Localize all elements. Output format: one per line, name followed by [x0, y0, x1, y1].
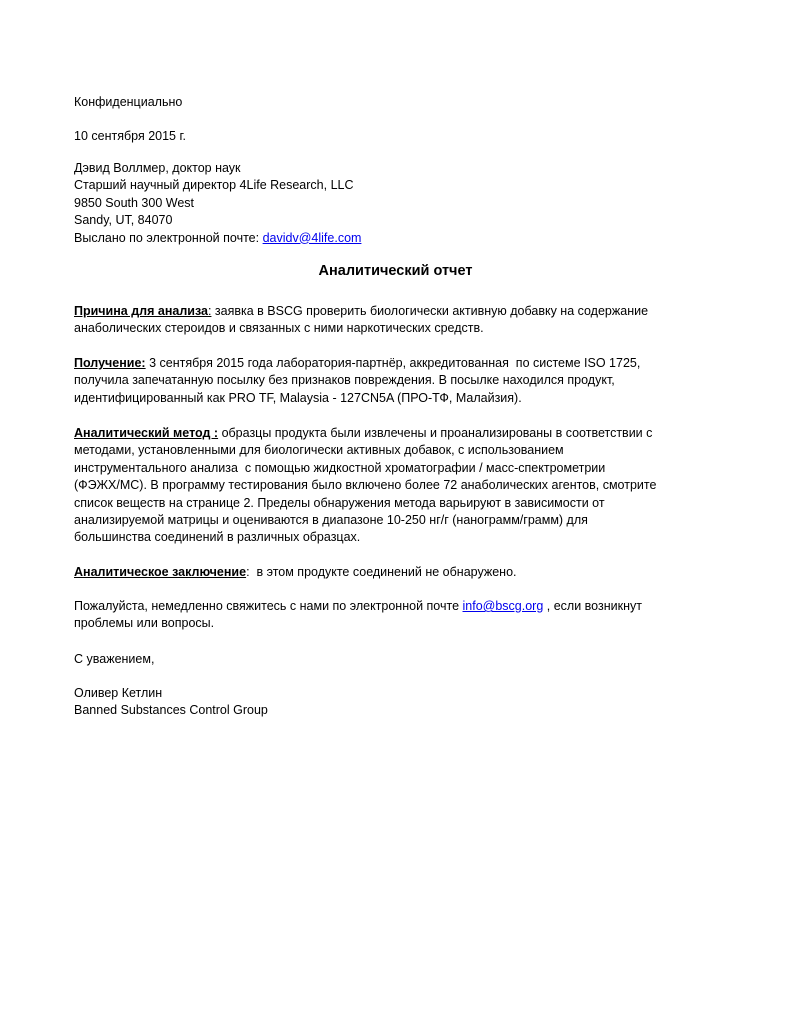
receipt-label: Получение:	[74, 356, 146, 370]
conclusion-label: Аналитическое заключение	[74, 565, 247, 579]
method-text-3: инструментального анализа с помощью жидкостной хроматографии / масс-спектрометрии	[74, 460, 606, 475]
confidential-label	[74, 94, 724, 111]
method-text-6: анализируемой матрицы и оцениваются в диапазоне 10-250 нг/г (нанограмм/грамм) для	[74, 513, 588, 528]
method-label: Аналитический метод :	[74, 426, 219, 440]
conclusion-paragraph	[74, 564, 724, 581]
reason-text-1: заявка в BSCG проверить биологически активную добавку на содержание	[211, 304, 649, 318]
signer-organization: Banned Substances Control Group	[74, 703, 268, 718]
reason-label: Причина для анализа	[74, 304, 208, 318]
contact-line-1	[74, 598, 724, 615]
contact-paragraph	[74, 598, 724, 633]
receipt-text-2: получила запечатанную посылку без признаков повреждения. В посылке находился продукт,	[74, 373, 615, 388]
recipient-block	[74, 160, 724, 247]
reason-separator: :	[207, 304, 212, 318]
receipt-line-1	[74, 355, 724, 372]
recipient-name: Дэвид Воллмер, доктор наук	[74, 161, 241, 175]
receipt-text-3: идентифицированный как PRO TF, Malaysia - 127CN5A (ПРО-ТФ, Малайзия).	[74, 390, 522, 405]
report-title: Аналитический отчет	[318, 263, 473, 279]
contact-text-2: проблемы или вопросы.	[74, 616, 215, 631]
method-text-4: (ФЭЖХ/МС). В программу тестирования было включено более 72 анаболических агентов, смотрите	[74, 478, 657, 493]
conclusion-text: : в этом продукте соединений не обнаружено.	[246, 565, 517, 579]
recipient-city: Sandy, UT, 84070	[74, 213, 173, 228]
reason-line-1	[74, 303, 724, 320]
email-prefix: Выслано по электронной почте:	[74, 230, 260, 245]
method-text-5: список веществ на странице 2. Пределы обнаружения метода варьируют в зависимости от	[74, 495, 605, 510]
recipient-title: Старший научный директор 4Life Research, LLC	[74, 178, 354, 193]
reason-text-2: анаболических стероидов и связанных с ними наркотических средств.	[74, 321, 484, 336]
signature-block	[74, 685, 724, 720]
date-text: 10 сентября 2015 г.	[74, 129, 186, 143]
confidential-text: Конфиденциально	[74, 95, 183, 109]
closing-text: С уважением,	[74, 652, 155, 666]
recipient-street: 9850 South 300 West	[74, 195, 194, 210]
conclusion-line	[74, 564, 724, 581]
recipient-email-link[interactable]: davidv@4life.com	[262, 230, 362, 245]
method-line-1	[74, 425, 724, 442]
method-text-7: большинства соединений в различных образцах.	[74, 530, 361, 545]
recipient-email-line	[74, 230, 724, 247]
receipt-paragraph	[74, 355, 724, 407]
method-paragraph	[74, 425, 724, 547]
closing-line	[74, 651, 724, 668]
letter-date	[74, 128, 724, 145]
receipt-text-1: 3 сентября 2015 года лаборатория-партнёр, аккредитованная по системе ISO 1725,	[145, 356, 641, 370]
method-text-2: методами, установленными для биологически активных добавок, с использованием	[74, 443, 564, 458]
signer-name: Оливер Кетлин	[74, 686, 163, 700]
contact-text-1: Пожалуйста, немедленно свяжитесь с нами по электронной почте	[74, 599, 460, 613]
contact-text-suffix: , если возникнут	[543, 599, 642, 613]
contact-email-link[interactable]: info@bscg.org	[462, 599, 544, 613]
method-text-1: образцы продукта были извлечены и проанализированы в соответствии с	[218, 426, 653, 440]
reason-paragraph	[74, 303, 724, 338]
